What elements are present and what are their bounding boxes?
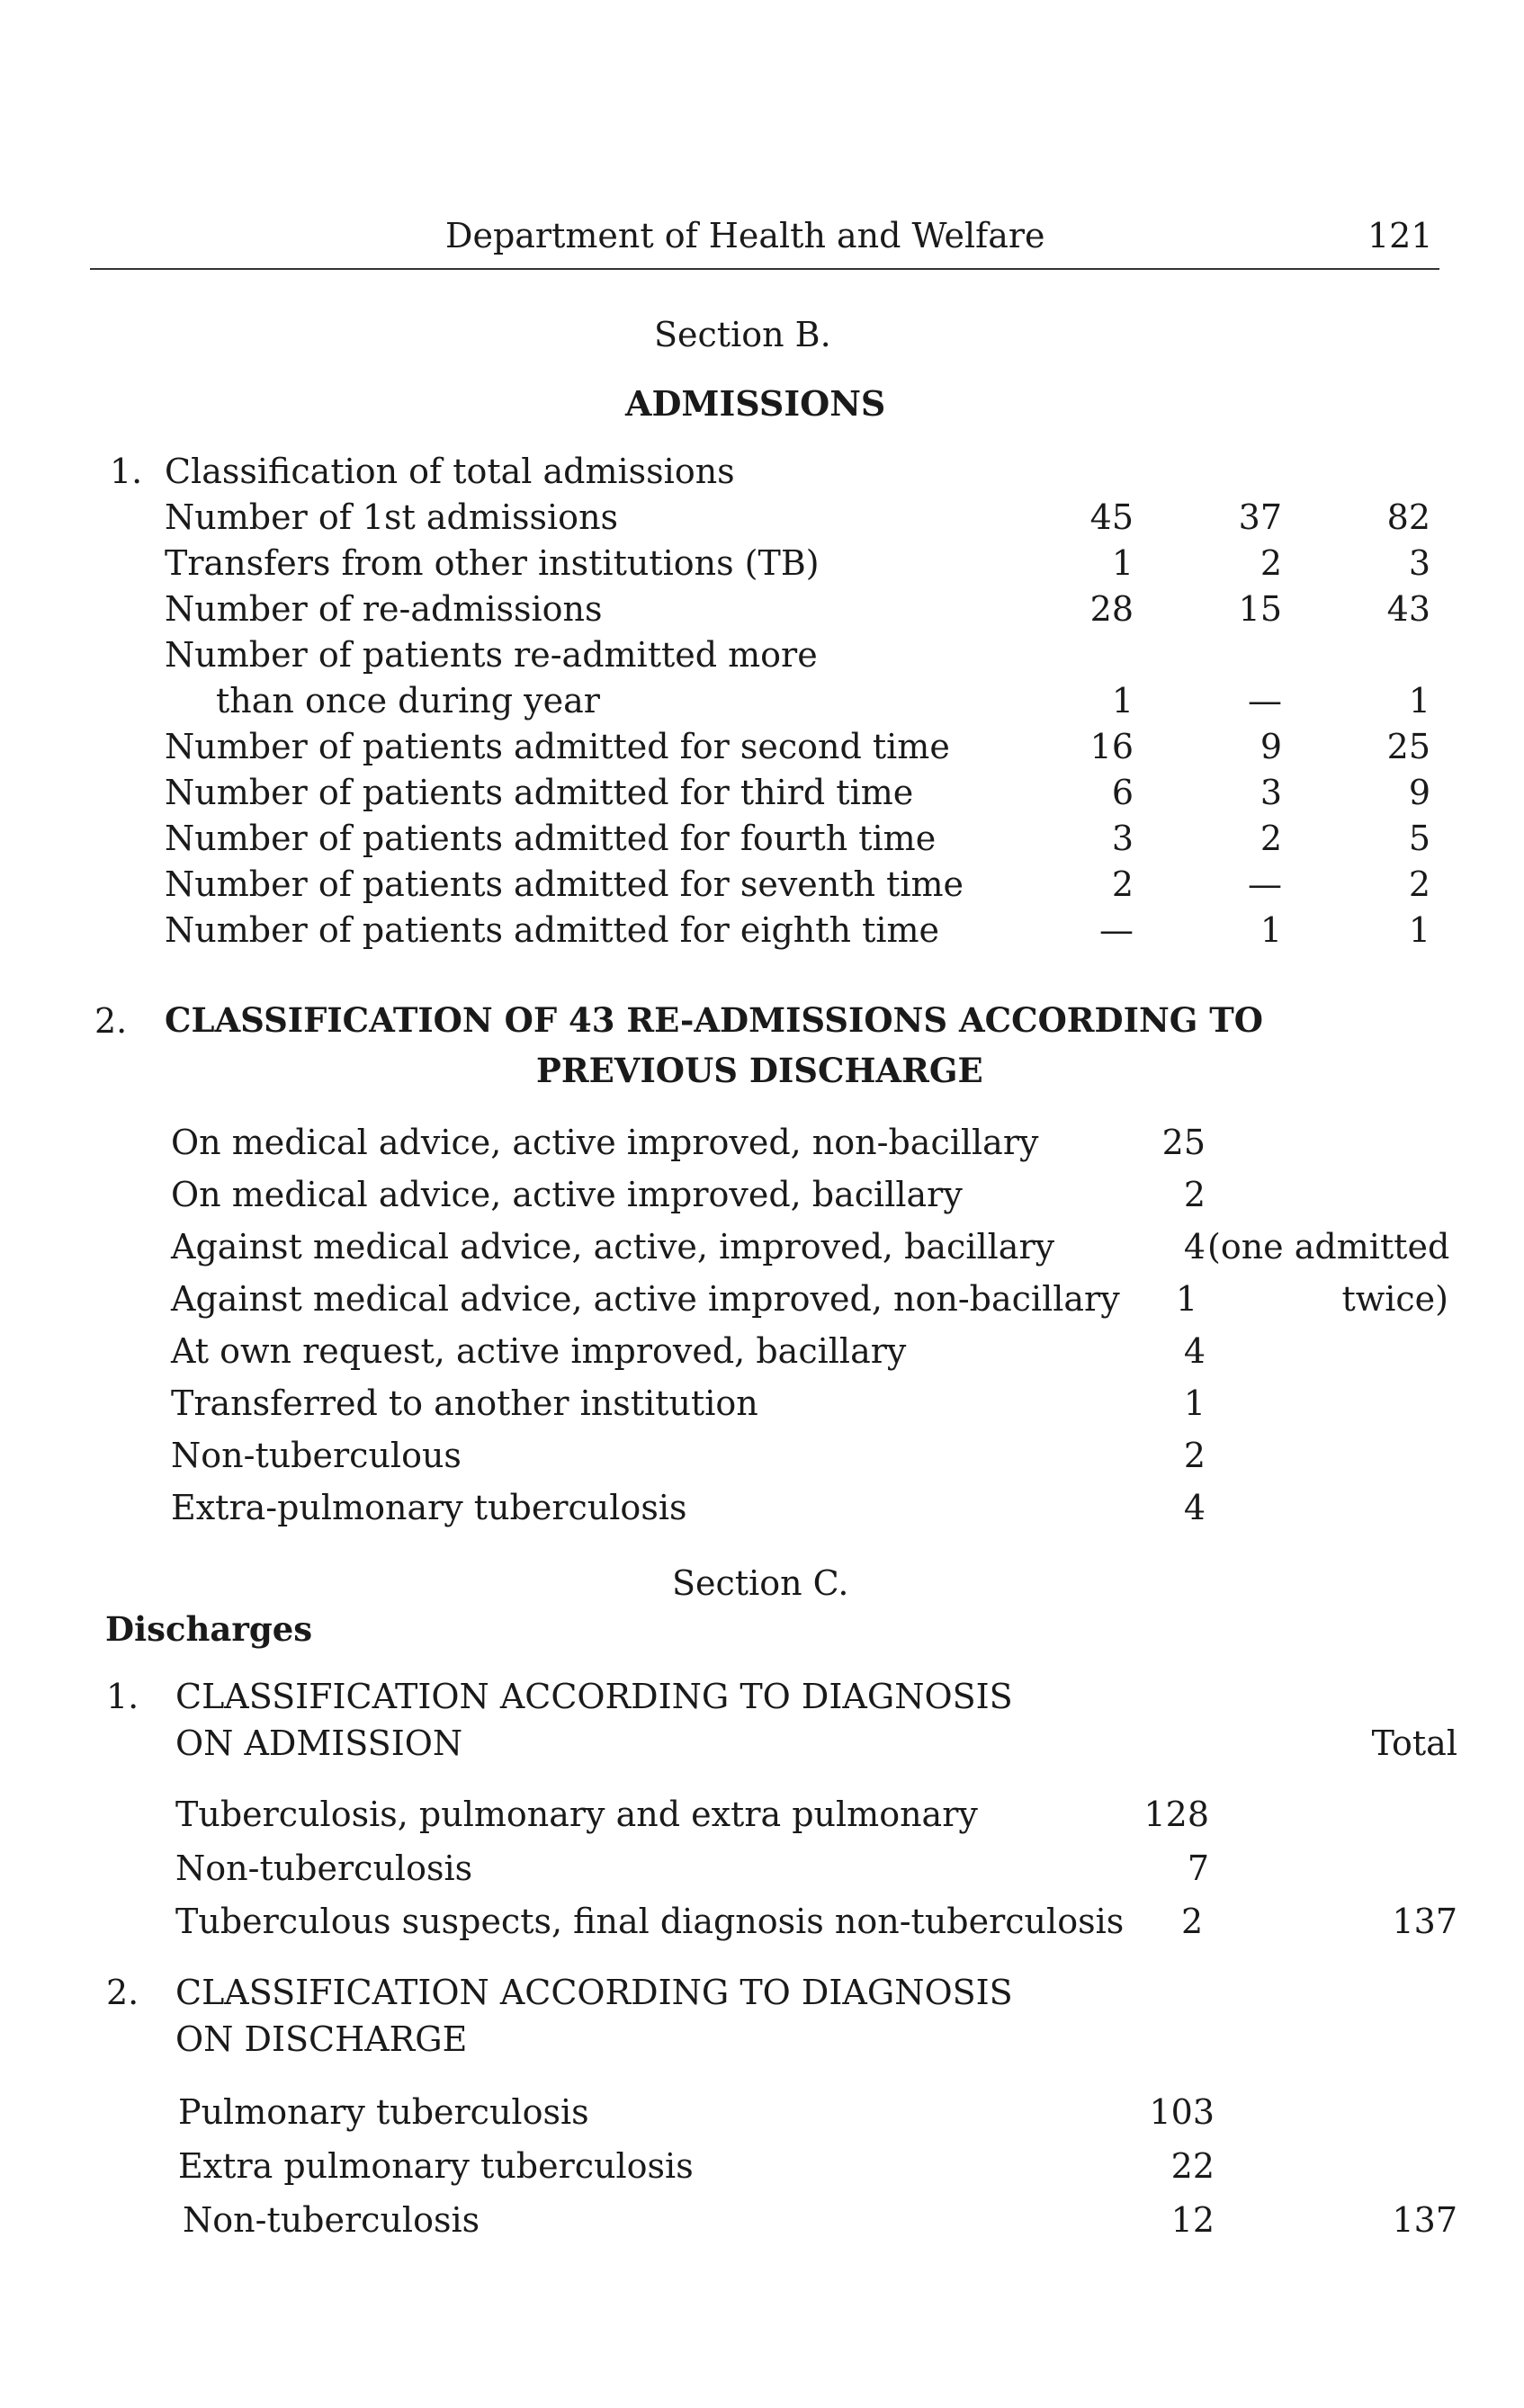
- admissions-row-label: Number of 1st admissions: [165, 497, 619, 537]
- admissions-col1: 3: [1111, 819, 1134, 858]
- section-c-part1-title-line2: ON ADMISSION: [175, 1723, 463, 1763]
- readmissions-row-label: Against medical advice, active improved, non-bacillary: [171, 1279, 1120, 1319]
- discharge-row-label: Non-tuberculosis: [183, 2200, 480, 2240]
- admissions-row-label: Number of re-admissions: [165, 589, 603, 629]
- admissions-col2: 15: [1238, 589, 1282, 629]
- admissions-col3: 82: [1386, 497, 1430, 537]
- readmissions-row-label: Transferred to another institution: [171, 1383, 758, 1423]
- admissions-col1: 6: [1111, 773, 1134, 812]
- admissions-col2: —: [1248, 864, 1282, 904]
- admissions-row-label: Number of patients admitted for third time: [165, 773, 914, 812]
- admissions-col3: 25: [1386, 727, 1430, 766]
- section-c-part1-number: 1.: [106, 1677, 139, 1716]
- readmission-note-line2: twice): [1341, 1279, 1448, 1319]
- admissions-col2: 2: [1260, 819, 1282, 858]
- admissions-col2: 37: [1238, 497, 1282, 537]
- discharge-row-label: Extra pulmonary tuberculosis: [178, 2146, 694, 2186]
- readmissions-row-label: On medical advice, active improved, bacillary: [171, 1175, 963, 1214]
- diagnosis-row-value: 7: [1187, 1849, 1209, 1888]
- section-b-label: Section B.: [654, 315, 831, 354]
- diagnosis-row-label: Non-tuberculosis: [175, 1849, 473, 1888]
- section-b-part1-number: 1.: [110, 452, 143, 491]
- header-rule: [90, 268, 1439, 270]
- section-c-part2-number: 2.: [106, 1973, 139, 2012]
- admissions-col3: 1: [1408, 910, 1430, 950]
- section-c-part2-title-line2: ON DISCHARGE: [175, 2019, 468, 2059]
- running-header-title: Department of Health and Welfare: [445, 216, 1045, 255]
- admissions-col2: 9: [1260, 727, 1282, 766]
- readmissions-row-value: 4: [1183, 1488, 1206, 1527]
- section-c-part1-title-line1: CLASSIFICATION ACCORDING TO DIAGNOSIS: [175, 1677, 1013, 1716]
- admissions-col3: 43: [1386, 589, 1430, 629]
- readmissions-row-label: Non-tuberculous: [171, 1436, 462, 1475]
- readmissions-row-label: On medical advice, active improved, non-bacillary: [171, 1123, 1039, 1162]
- readmissions-row-value: 4: [1183, 1331, 1206, 1371]
- admissions-col3: 3: [1408, 543, 1430, 583]
- admissions-col2: 2: [1260, 543, 1282, 583]
- admissions-col3: 9: [1408, 773, 1430, 812]
- readmissions-row-value: 2: [1183, 1436, 1206, 1475]
- total-column-header: Total: [1371, 1723, 1457, 1763]
- readmissions-row-value: 25: [1161, 1123, 1206, 1162]
- admissions-col3: 2: [1408, 864, 1430, 904]
- readmissions-row-label: Extra-pulmonary tuberculosis: [171, 1488, 687, 1527]
- admissions-col1: 16: [1089, 727, 1134, 766]
- discharge-row-value: 22: [1170, 2146, 1215, 2186]
- readmission-note-line1: (one admitted: [1207, 1227, 1450, 1267]
- section-b-part2-title-line1: CLASSIFICATION OF 43 RE-ADMISSIONS ACCORDING TO: [165, 1000, 1264, 1040]
- section-c-part2-title-line1: CLASSIFICATION ACCORDING TO DIAGNOSIS: [175, 1973, 1013, 2012]
- readmissions-row-value: 4: [1183, 1227, 1206, 1267]
- admissions-col1: —: [1099, 910, 1134, 950]
- page-number: 121: [1367, 216, 1433, 255]
- diagnosis-row-value: 2: [1181, 1902, 1204, 1941]
- admissions-col1: 1: [1111, 543, 1134, 583]
- admissions-col1: 1: [1111, 681, 1134, 721]
- discharge-row-label: Pulmonary tuberculosis: [178, 2092, 589, 2132]
- admissions-row-label: Transfers from other institutions (TB): [165, 543, 820, 583]
- section-b-part1-title: Classification of total admissions: [165, 452, 735, 491]
- diagnosis-row-total: 137: [1392, 1902, 1457, 1941]
- diagnosis-row-label: Tuberculosis, pulmonary and extra pulmonary: [175, 1795, 978, 1834]
- section-b-part2-title-line2: PREVIOUS DISCHARGE: [536, 1051, 983, 1090]
- admissions-row-label: Number of patients admitted for second time: [165, 727, 950, 766]
- admissions-col2: 3: [1260, 773, 1282, 812]
- readmissions-row-value: 1: [1183, 1383, 1206, 1423]
- admissions-col3: 5: [1408, 819, 1430, 858]
- admissions-col1: 2: [1111, 864, 1134, 904]
- section-c-label: Section C.: [672, 1563, 849, 1603]
- section-c-heading: Discharges: [105, 1609, 313, 1649]
- admissions-row-label: Number of patients re-admitted more: [165, 635, 818, 675]
- admissions-col2: 1: [1260, 910, 1282, 950]
- admissions-col2: —: [1248, 681, 1282, 721]
- section-b-heading: ADMISSIONS: [625, 383, 886, 424]
- admissions-row-label: Number of patients admitted for fourth time: [165, 819, 937, 858]
- admissions-col1: 28: [1089, 589, 1134, 629]
- section-b-part2-number: 2.: [94, 1001, 128, 1041]
- admissions-col3: 1: [1408, 681, 1430, 721]
- discharge-row-total: 137: [1392, 2200, 1457, 2240]
- readmissions-row-value: 2: [1183, 1175, 1206, 1214]
- diagnosis-row-value: 128: [1143, 1795, 1209, 1834]
- admissions-row-label: Number of patients admitted for seventh time: [165, 864, 964, 904]
- admissions-row-label: than once during year: [216, 681, 600, 721]
- discharge-row-value: 103: [1149, 2092, 1215, 2132]
- readmissions-row-label: At own request, active improved, bacillary: [171, 1331, 907, 1371]
- admissions-col1: 45: [1089, 497, 1134, 537]
- diagnosis-row-label: Tuberculous suspects, final diagnosis non-tuberculosis: [175, 1902, 1125, 1941]
- readmissions-row-value: 1: [1176, 1279, 1198, 1319]
- readmissions-row-label: Against medical advice, active, improved, bacillary: [171, 1227, 1055, 1267]
- admissions-row-label: Number of patients admitted for eighth time: [165, 910, 940, 950]
- discharge-row-value: 12: [1170, 2200, 1215, 2240]
